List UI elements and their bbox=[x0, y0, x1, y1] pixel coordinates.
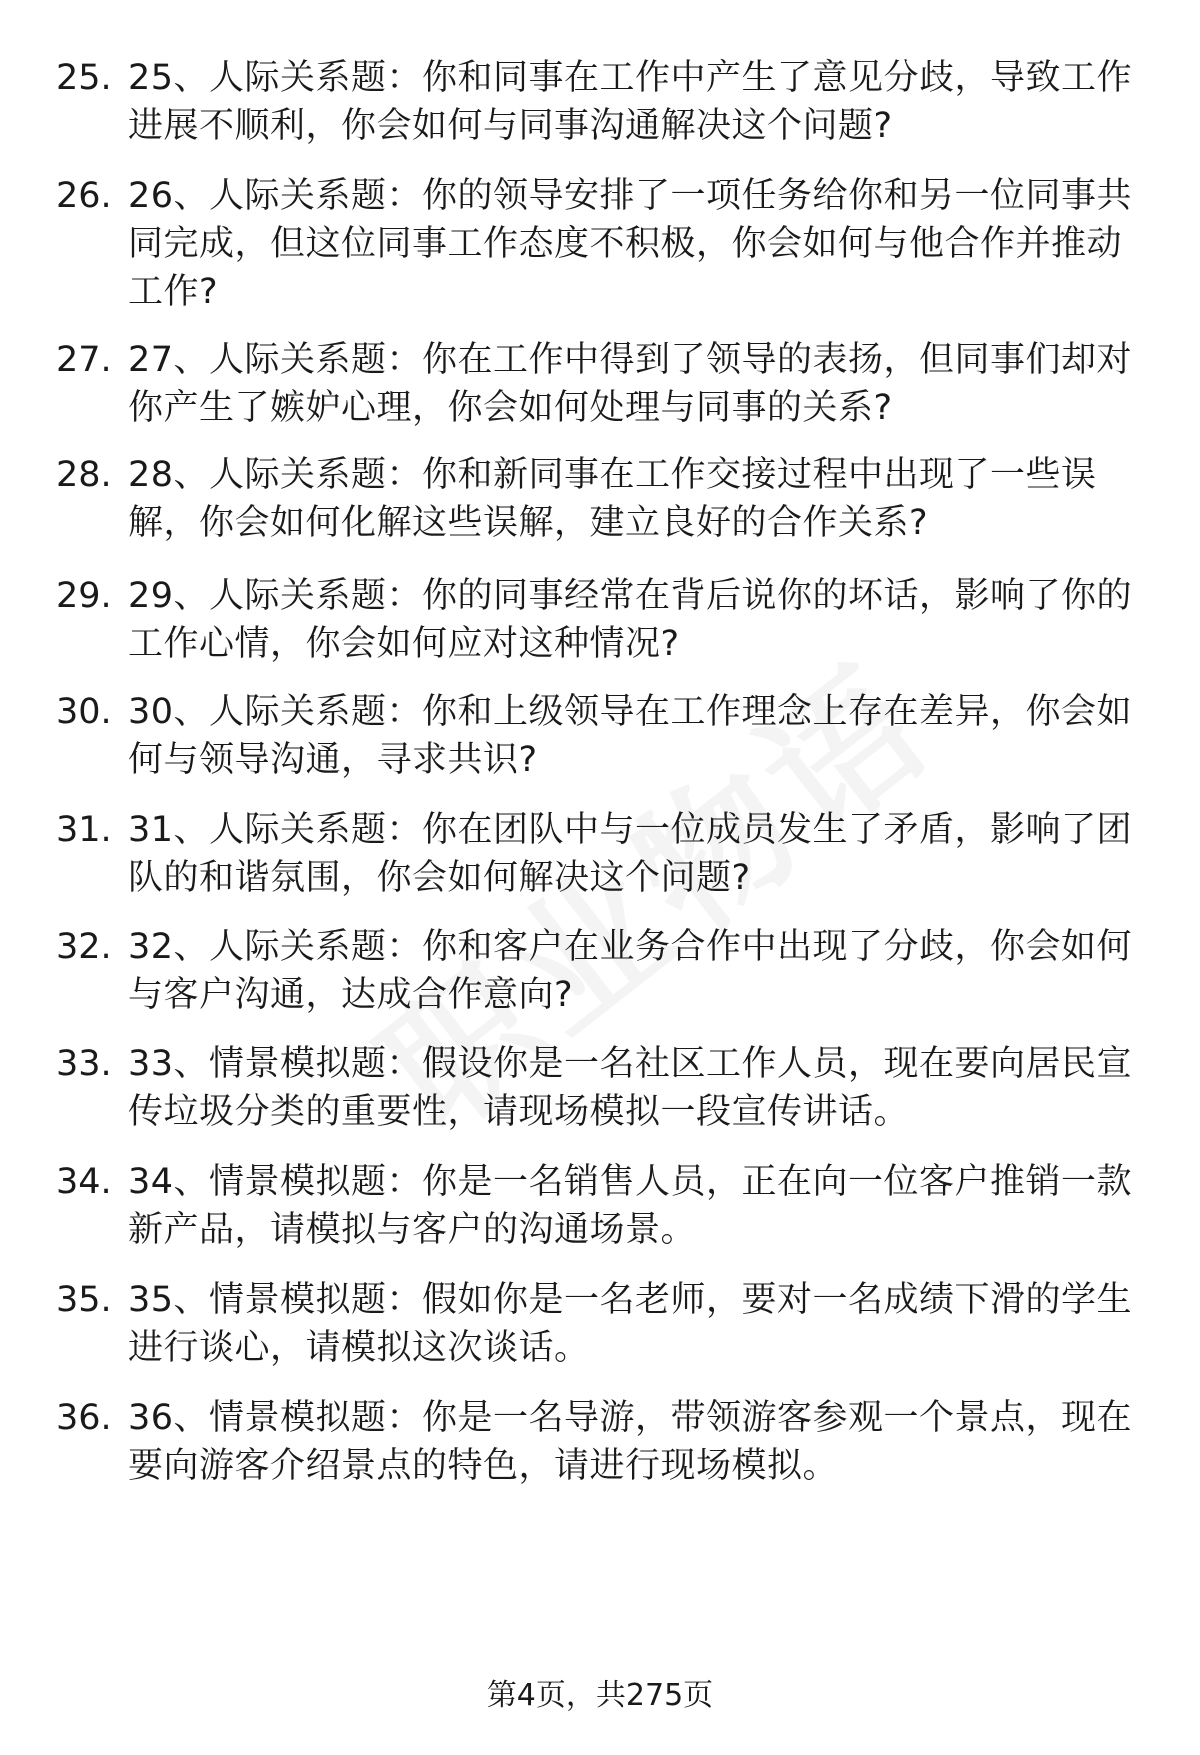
item-number: 33. bbox=[56, 1044, 112, 1084]
item-number: 30. bbox=[56, 692, 112, 732]
item-text: 30、人际关系题：你和上级领导在工作理念上存在差异，你会如何与领导沟通，寻求共识? bbox=[128, 692, 1133, 780]
item-number: 29. bbox=[56, 576, 112, 616]
item-text: 26、人际关系题：你的领导安排了一项任务给你和另一位同事共同完成，但这位同事工作态度不积极，你会如何与他合作并推动工作? bbox=[128, 176, 1133, 312]
list-item bbox=[56, 336, 1146, 432]
item-number: 27. bbox=[56, 340, 112, 380]
item-text: 32、人际关系题：你和客户在业务合作中出现了分歧，你会如何与客户沟通，达成合作意向? bbox=[128, 927, 1133, 1015]
item-number: 32. bbox=[56, 927, 112, 967]
item-text: 25、人际关系题：你和同事在工作中产生了意见分歧，导致工作进展不顺利，你会如何与同事沟通解决这个问题? bbox=[128, 58, 1133, 146]
item-text: 35、情景模拟题：假如你是一名老师，要对一名成绩下滑的学生进行谈心，请模拟这次谈话。 bbox=[128, 1280, 1133, 1368]
item-number: 26. bbox=[56, 176, 112, 216]
item-text: 31、人际关系题：你在团队中与一位成员发生了矛盾，影响了团队的和谐氛围，你会如何解决这个问题? bbox=[128, 810, 1133, 898]
item-text: 29、人际关系题：你的同事经常在背后说你的坏话，影响了你的工作心情，你会如何应对这种情况? bbox=[128, 576, 1133, 664]
list-item bbox=[56, 806, 1146, 902]
list-item bbox=[56, 572, 1146, 668]
item-text: 33、情景模拟题：假设你是一名社区工作人员，现在要向居民宣传垃圾分类的重要性，请现场模拟一段宣传讲话。 bbox=[128, 1044, 1133, 1132]
list-item bbox=[56, 172, 1146, 316]
item-text: 36、情景模拟题：你是一名导游，带领游客参观一个景点，现在要向游客介绍景点的特色，请进行现场模拟。 bbox=[128, 1398, 1133, 1486]
item-number: 34. bbox=[56, 1162, 112, 1202]
list-item bbox=[56, 1276, 1146, 1372]
list-item bbox=[56, 451, 1146, 547]
item-text: 27、人际关系题：你在工作中得到了领导的表扬，但同事们却对你产生了嫉妒心理，你会如何处理与同事的关系? bbox=[128, 340, 1133, 428]
item-text: 28、人际关系题：你和新同事在工作交接过程中出现了一些误解，你会如何化解这些误解，建立良好的合作关系? bbox=[128, 455, 1097, 543]
item-number: 25. bbox=[56, 58, 112, 98]
list-item bbox=[56, 1158, 1146, 1254]
item-number: 28. bbox=[56, 455, 112, 495]
list-item bbox=[56, 54, 1146, 150]
list-item bbox=[56, 1394, 1146, 1490]
list-item bbox=[56, 1040, 1146, 1136]
item-number: 36. bbox=[56, 1398, 112, 1438]
item-number: 35. bbox=[56, 1280, 112, 1320]
list-item bbox=[56, 923, 1146, 1019]
item-text: 34、情景模拟题：你是一名销售人员，正在向一位客户推销一款新产品，请模拟与客户的沟通场景。 bbox=[128, 1162, 1133, 1250]
list-item bbox=[56, 688, 1146, 784]
page-footer: 第4页，共275页 bbox=[486, 1678, 714, 1713]
item-number: 31. bbox=[56, 810, 112, 850]
